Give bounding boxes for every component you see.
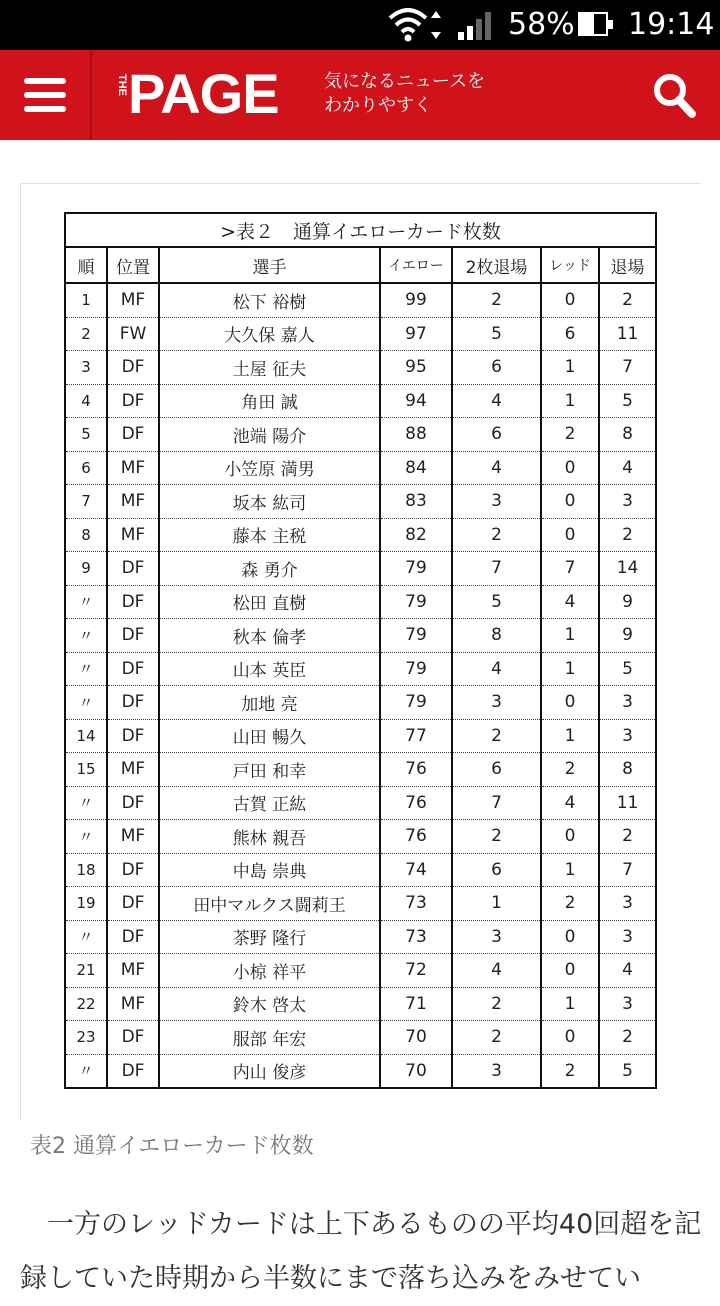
cell-double-yellow: 5	[452, 585, 541, 619]
cell-double-yellow: 2	[452, 987, 541, 1021]
cell-yellow: 95	[380, 351, 452, 385]
cell-double-yellow: 6	[452, 418, 541, 452]
yellow-card-table	[64, 212, 657, 1089]
cell-player: 古賀 正紘	[159, 786, 380, 820]
cell-player: 松田 直樹	[159, 585, 380, 619]
table-row	[65, 1021, 656, 1055]
cell-player: 戸田 和幸	[159, 753, 380, 787]
cell-dismissals: 14	[599, 552, 656, 586]
cell-red: 0	[541, 820, 599, 854]
column-header: レッド	[541, 247, 599, 283]
cell-red: 0	[541, 1021, 599, 1055]
cell-red: 1	[541, 351, 599, 385]
cell-player: 茶野 隆行	[159, 920, 380, 954]
table-row	[65, 920, 656, 954]
cell-player: 秋本 倫孝	[159, 619, 380, 653]
table-row	[65, 887, 656, 921]
cell-dismissals: 3	[599, 719, 656, 753]
logo-page: PAGE	[128, 62, 279, 125]
cell-red: 2	[541, 753, 599, 787]
cell-double-yellow: 8	[452, 619, 541, 653]
table-row	[65, 351, 656, 385]
cell-player: 池端 陽介	[159, 418, 380, 452]
table-row	[65, 652, 656, 686]
cell-dismissals: 5	[599, 384, 656, 418]
cell-dismissals: 7	[599, 351, 656, 385]
cell-rank: 3	[65, 351, 107, 385]
header-divider	[90, 50, 92, 140]
cell-rank: 18	[65, 853, 107, 887]
cell-rank: 〃	[65, 686, 107, 720]
cell-dismissals: 5	[599, 652, 656, 686]
cell-player: 中島 崇典	[159, 853, 380, 887]
cell-position: DF	[107, 384, 159, 418]
cell-player: 大久保 嘉人	[159, 317, 380, 351]
cell-rank: 8	[65, 518, 107, 552]
cell-rank: 15	[65, 753, 107, 787]
cell-dismissals: 3	[599, 686, 656, 720]
table-row	[65, 418, 656, 452]
cell-red: 1	[541, 384, 599, 418]
cell-double-yellow: 4	[452, 384, 541, 418]
column-header: 位置	[107, 247, 159, 283]
cell-dismissals: 2	[599, 283, 656, 317]
cell-double-yellow: 3	[452, 1054, 541, 1088]
table-row	[65, 552, 656, 586]
cell-yellow: 99	[380, 283, 452, 317]
cell-double-yellow: 7	[452, 552, 541, 586]
table-row	[65, 820, 656, 854]
cell-player: 藤本 主税	[159, 518, 380, 552]
column-header: 順	[65, 247, 107, 283]
cell-player: 松下 裕樹	[159, 283, 380, 317]
table-row	[65, 786, 656, 820]
cell-rank: 〃	[65, 652, 107, 686]
table-row	[65, 317, 656, 351]
cell-rank: 14	[65, 719, 107, 753]
cell-player: 山田 暢久	[159, 719, 380, 753]
cell-rank: 〃	[65, 786, 107, 820]
cell-yellow: 76	[380, 753, 452, 787]
cell-red: 7	[541, 552, 599, 586]
cell-red: 0	[541, 686, 599, 720]
cell-position: DF	[107, 786, 159, 820]
cell-red: 1	[541, 619, 599, 653]
cell-rank: 〃	[65, 820, 107, 854]
cell-double-yellow: 2	[452, 820, 541, 854]
column-header: 退場	[599, 247, 656, 283]
cell-position: MF	[107, 283, 159, 317]
cell-double-yellow: 6	[452, 351, 541, 385]
table-row	[65, 485, 656, 519]
cell-rank: 1	[65, 283, 107, 317]
cell-double-yellow: 4	[452, 954, 541, 988]
site-tagline	[324, 70, 524, 118]
table-row	[65, 384, 656, 418]
signal-icon	[456, 12, 492, 40]
cell-rank: 9	[65, 552, 107, 586]
cell-double-yellow: 2	[452, 283, 541, 317]
cell-yellow: 88	[380, 418, 452, 452]
cell-double-yellow: 2	[452, 1021, 541, 1055]
cell-red: 2	[541, 1054, 599, 1088]
cell-yellow: 73	[380, 887, 452, 921]
cell-player: 森 勇介	[159, 552, 380, 586]
cell-red: 1	[541, 652, 599, 686]
cell-yellow: 70	[380, 1054, 452, 1088]
cell-rank: 23	[65, 1021, 107, 1055]
cell-position: DF	[107, 686, 159, 720]
cell-position: MF	[107, 518, 159, 552]
cell-dismissals: 3	[599, 987, 656, 1021]
cell-red: 4	[541, 786, 599, 820]
table-row	[65, 853, 656, 887]
cell-yellow: 70	[380, 1021, 452, 1055]
cell-position: MF	[107, 753, 159, 787]
cell-position: DF	[107, 652, 159, 686]
cell-yellow: 84	[380, 451, 452, 485]
cell-red: 0	[541, 518, 599, 552]
cell-red: 0	[541, 920, 599, 954]
cell-player: 鈴木 啓太	[159, 987, 380, 1021]
cell-player: 熊林 親吾	[159, 820, 380, 854]
cell-dismissals: 4	[599, 451, 656, 485]
cell-yellow: 94	[380, 384, 452, 418]
cell-position: MF	[107, 954, 159, 988]
cell-dismissals: 3	[599, 920, 656, 954]
cell-rank: 6	[65, 451, 107, 485]
cell-player: 小椋 祥平	[159, 954, 380, 988]
cell-double-yellow: 3	[452, 686, 541, 720]
table-row	[65, 585, 656, 619]
cell-position: MF	[107, 485, 159, 519]
battery-percentage: 58%	[508, 7, 575, 42]
cell-red: 1	[541, 719, 599, 753]
cell-yellow: 76	[380, 786, 452, 820]
cell-rank: 4	[65, 384, 107, 418]
cell-rank: 19	[65, 887, 107, 921]
cell-dismissals: 4	[599, 954, 656, 988]
cell-dismissals: 2	[599, 820, 656, 854]
tagline-line-2: わかりやすく	[324, 95, 432, 116]
article-body-text: 一方のレッドカードは上下あるものの平均40回超を記録していた時期から半数にまで落ち込みをみせてい	[20, 1209, 702, 1294]
cell-rank: 2	[65, 317, 107, 351]
cell-double-yellow: 3	[452, 485, 541, 519]
cell-yellow: 79	[380, 686, 452, 720]
table-caption: 表2 通算イエローカード枚数	[30, 1134, 314, 1159]
table-row	[65, 283, 656, 317]
cell-rank: 21	[65, 954, 107, 988]
cell-position: DF	[107, 887, 159, 921]
cell-double-yellow: 6	[452, 853, 541, 887]
cell-dismissals: 7	[599, 853, 656, 887]
cell-position: DF	[107, 920, 159, 954]
cell-dismissals: 2	[599, 518, 656, 552]
cell-position: DF	[107, 552, 159, 586]
cell-player: 坂本 紘司	[159, 485, 380, 519]
cell-red: 4	[541, 585, 599, 619]
cell-double-yellow: 6	[452, 753, 541, 787]
cell-position: DF	[107, 418, 159, 452]
cell-yellow: 79	[380, 585, 452, 619]
cell-double-yellow: 2	[452, 518, 541, 552]
table-row	[65, 954, 656, 988]
cell-player: 加地 亮	[159, 686, 380, 720]
cell-yellow: 79	[380, 619, 452, 653]
cell-double-yellow: 4	[452, 451, 541, 485]
cell-position: MF	[107, 820, 159, 854]
menu-icon[interactable]	[24, 78, 66, 112]
cell-rank: 〃	[65, 619, 107, 653]
cell-player: 服部 年宏	[159, 1021, 380, 1055]
cell-position: DF	[107, 1054, 159, 1088]
cell-double-yellow: 7	[452, 786, 541, 820]
cell-rank: 7	[65, 485, 107, 519]
cell-red: 0	[541, 451, 599, 485]
cell-red: 6	[541, 317, 599, 351]
cell-player: 田中マルクス闘莉王	[159, 887, 380, 921]
cell-red: 2	[541, 887, 599, 921]
table-row	[65, 987, 656, 1021]
cell-rank: 5	[65, 418, 107, 452]
cell-rank: 22	[65, 987, 107, 1021]
cell-yellow: 77	[380, 719, 452, 753]
cell-dismissals: 3	[599, 887, 656, 921]
cell-dismissals: 3	[599, 485, 656, 519]
cell-player: 土屋 征夫	[159, 351, 380, 385]
cell-rank: 〃	[65, 1054, 107, 1088]
cell-position: DF	[107, 719, 159, 753]
cell-double-yellow: 5	[452, 317, 541, 351]
column-header: 2枚退場	[452, 247, 541, 283]
table-row	[65, 451, 656, 485]
table-row	[65, 686, 656, 720]
cell-yellow: 74	[380, 853, 452, 887]
cell-double-yellow: 1	[452, 887, 541, 921]
battery-icon	[578, 12, 608, 36]
cell-position: DF	[107, 351, 159, 385]
cell-dismissals: 8	[599, 753, 656, 787]
table-title: >表２ 通算イエローカード枚数	[65, 213, 656, 247]
cell-dismissals: 11	[599, 786, 656, 820]
cell-yellow: 97	[380, 317, 452, 351]
cell-rank: 〃	[65, 585, 107, 619]
tagline-line-1: 気になるニュースを	[324, 71, 486, 92]
logo-the: THE	[116, 74, 128, 96]
cell-position: DF	[107, 1021, 159, 1055]
cell-dismissals: 9	[599, 585, 656, 619]
cell-player: 山本 英臣	[159, 652, 380, 686]
cell-yellow: 76	[380, 820, 452, 854]
cell-player: 小笠原 満男	[159, 451, 380, 485]
cell-red: 2	[541, 418, 599, 452]
table-row	[65, 518, 656, 552]
cell-yellow: 83	[380, 485, 452, 519]
cell-dismissals: 9	[599, 619, 656, 653]
cell-dismissals: 2	[599, 1021, 656, 1055]
cell-dismissals: 8	[599, 418, 656, 452]
cell-red: 0	[541, 485, 599, 519]
search-icon[interactable]	[652, 72, 696, 118]
cell-yellow: 73	[380, 920, 452, 954]
cell-yellow: 79	[380, 652, 452, 686]
cell-red: 0	[541, 954, 599, 988]
cell-player: 内山 俊彦	[159, 1054, 380, 1088]
cell-yellow: 71	[380, 987, 452, 1021]
table-row	[65, 753, 656, 787]
cell-position: DF	[107, 619, 159, 653]
table-row	[65, 1054, 656, 1088]
table-row	[65, 719, 656, 753]
cell-position: DF	[107, 585, 159, 619]
cell-double-yellow: 2	[452, 719, 541, 753]
cell-double-yellow: 4	[452, 652, 541, 686]
cell-yellow: 72	[380, 954, 452, 988]
cell-red: 0	[541, 283, 599, 317]
cell-position: FW	[107, 317, 159, 351]
cell-red: 1	[541, 853, 599, 887]
cell-red: 1	[541, 987, 599, 1021]
cell-position: MF	[107, 451, 159, 485]
wifi-icon	[388, 8, 448, 42]
cell-rank: 〃	[65, 920, 107, 954]
clock: 19:14	[628, 7, 715, 42]
column-header: イエロー	[380, 247, 452, 283]
cell-position: DF	[107, 853, 159, 887]
column-header: 選手	[159, 247, 380, 283]
cell-yellow: 82	[380, 518, 452, 552]
cell-dismissals: 11	[599, 317, 656, 351]
cell-yellow: 79	[380, 552, 452, 586]
table-row	[65, 619, 656, 653]
cell-double-yellow: 3	[452, 920, 541, 954]
cell-dismissals: 5	[599, 1054, 656, 1088]
cell-position: MF	[107, 987, 159, 1021]
site-header	[0, 50, 720, 140]
cell-player: 角田 誠	[159, 384, 380, 418]
status-bar	[0, 0, 720, 50]
